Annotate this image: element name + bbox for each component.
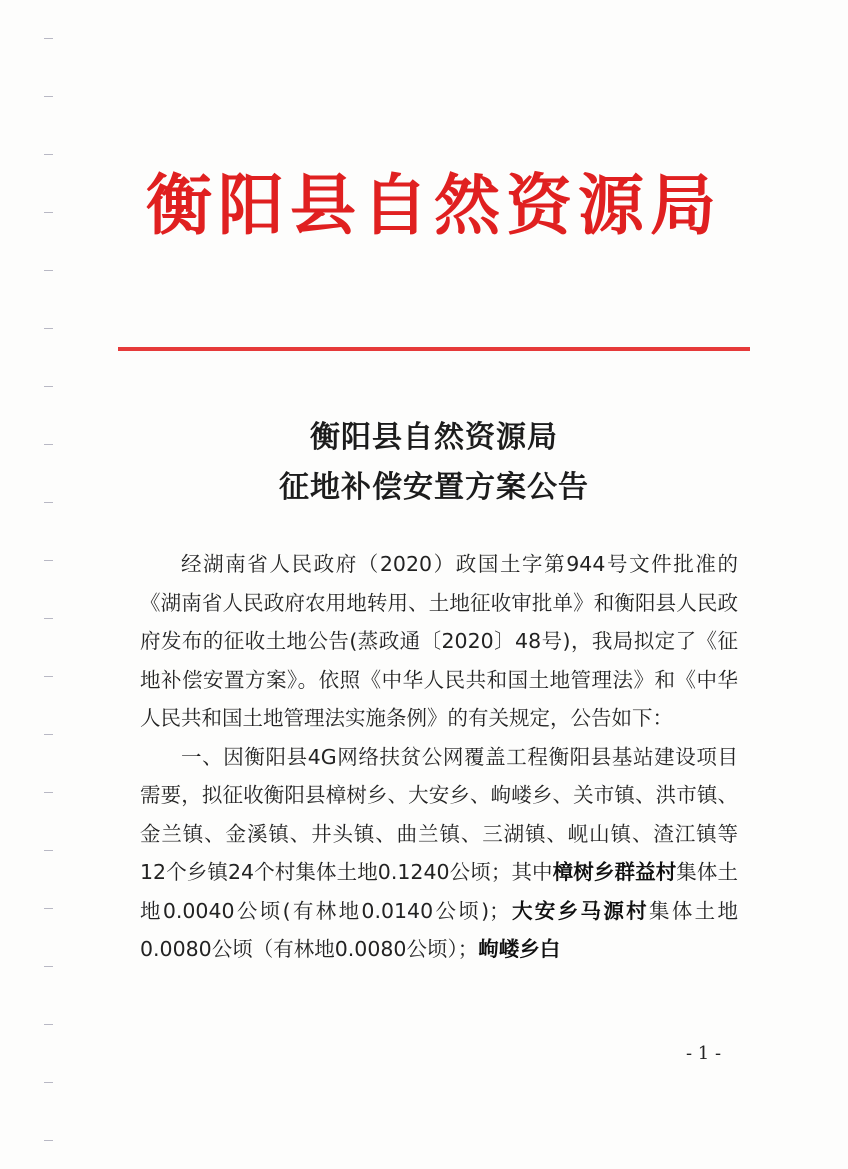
paragraph-2-text: 集体土地0.0080公顷（有林地0.0080公顷）；: [140, 898, 738, 961]
margin-tick: [44, 560, 53, 561]
margin-tick: [44, 676, 53, 677]
margin-tick: [44, 1082, 53, 1083]
margin-tick: [44, 1024, 53, 1025]
margin-tick: [44, 502, 53, 503]
margin-tick: [44, 270, 53, 271]
margin-tick: [44, 154, 53, 155]
paragraph-2: [140, 738, 738, 969]
margin-tick: [44, 444, 53, 445]
margin-tick: [44, 212, 53, 213]
document-body: [140, 545, 738, 969]
margin-tick: [44, 908, 53, 909]
margin-tick: [44, 38, 53, 39]
paragraph-2-intro: 一、因衡阳县4G网络扶贫公网覆盖工程衡阳县基站建设项目需要，拟征收衡阳县樟树乡、大安乡、岣嵝乡、关市镇、洪市镇、金兰镇、金溪镇、井头镇、曲兰镇、三湖镇、岘山镇、渣江镇等12个乡镇24个村集体土地0.1240公顷；其中: [140, 744, 738, 884]
masthead-org-name: 衡阳县自然资源局: [146, 166, 722, 244]
margin-tick: [44, 386, 53, 387]
binding-margin: [0, 0, 60, 1169]
paragraph-1: 经湖南省人民政府（2020）政国土字第944号文件批准的《湖南省人民政府农用地转用、土地征收审批单》和衡阳县人民政府发布的征收土地公告(蒸政通〔2020〕48号)，我局拟定了《征地补偿安置方案》。依照《中华人民共和国土地管理法》和《中华人民共和国土地管理法实施条例》的有关规定，公告如下：: [140, 552, 738, 730]
place-name-bold: 岣嵝乡白: [478, 937, 561, 961]
document-title-line1: 衡阳县自然资源局: [310, 420, 558, 455]
margin-tick: [44, 1140, 53, 1141]
margin-tick: [44, 618, 53, 619]
place-name-bold: 樟树乡群益村: [552, 860, 677, 884]
place-name-bold: 大安乡马源村: [509, 898, 649, 923]
paragraph-2-text: 集体土地0.0040公顷(有林地0.0140公顷)；: [140, 860, 739, 923]
masthead-red-rule: [118, 347, 750, 351]
margin-tick: [44, 328, 53, 329]
margin-tick: [44, 96, 53, 97]
page-number: - 1 -: [686, 1043, 722, 1064]
document-title-line2: 征地补偿安置方案公告: [279, 470, 589, 505]
margin-tick: [44, 734, 53, 735]
margin-tick: [44, 850, 53, 851]
margin-tick: [44, 966, 53, 967]
margin-tick: [44, 792, 53, 793]
